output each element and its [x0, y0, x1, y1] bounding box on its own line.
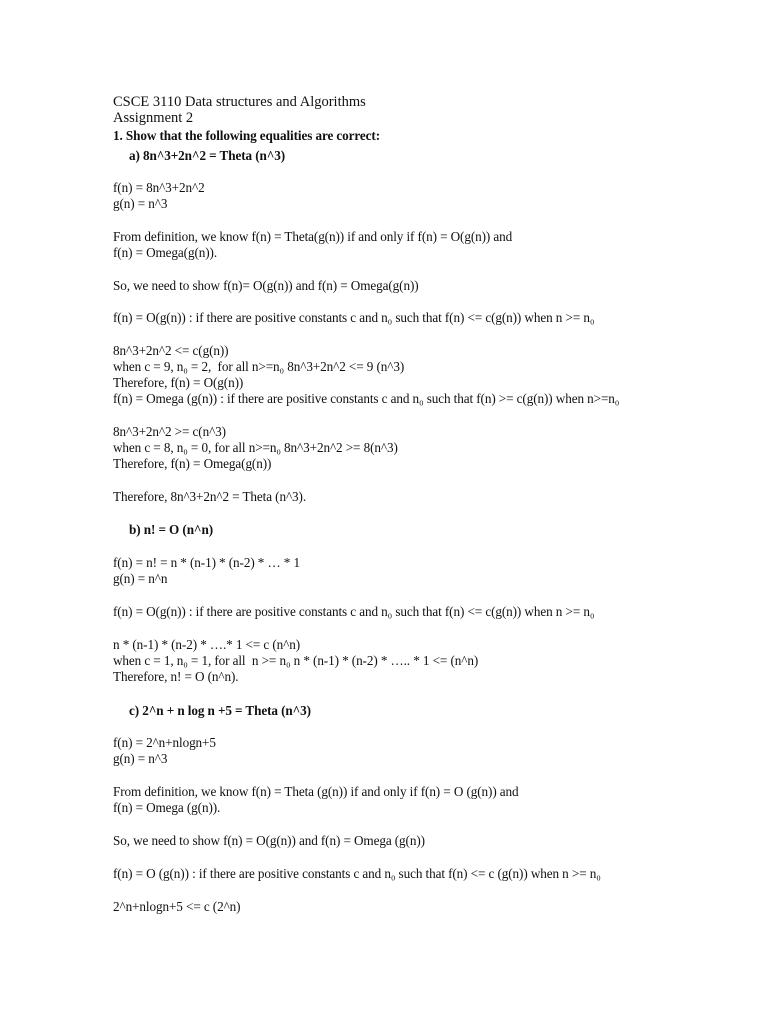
part-c-gn: g(n) = n^3 — [113, 751, 168, 766]
part-c-need-to-show: So, we need to show f(n) = O(g(n)) and f(n) = Omega (g(n)) — [113, 833, 425, 848]
part-b-step2: when c = 1, n₀ = 1, for all n >= n₀ n * (n-1) * (n-2) * ….. * 1 <= (n^n) — [113, 653, 479, 668]
part-c-step1: 2^n+nlogn+5 <= c (2^n) — [113, 899, 241, 914]
part-c-fn: f(n) = 2^n+nlogn+5 — [113, 735, 216, 750]
part-a-omega-step3: Therefore, f(n) = Omega(g(n)) — [113, 456, 272, 471]
part-a-omega-step1: 8n^3+2n^2 >= c(n^3) — [113, 424, 226, 439]
part-a-big-o-definition: f(n) = O(g(n)) : if there are positive constants c and n₀ such that f(n) <= c(g(n)) when n >= n₀ — [113, 310, 595, 325]
part-a-gn: g(n) = n^3 — [113, 196, 168, 211]
part-b-gn: g(n) = n^n — [113, 571, 168, 586]
part-a-fn: f(n) = 8n^3+2n^2 — [113, 180, 205, 195]
part-a-conclusion: Therefore, 8n^3+2n^2 = Theta (n^3). — [113, 489, 307, 504]
part-a-omega-step2: when c = 8, n₀ = 0, for all n>=n₀ 8n^3+2n^2 >= 8(n^3) — [113, 440, 398, 455]
part-c-definition-line1: From definition, we know f(n) = Theta (g(n)) if and only if f(n) = O (g(n)) and — [113, 784, 519, 799]
part-a-o-step3: Therefore, f(n) = O(g(n)) — [113, 375, 244, 390]
part-b-heading: b) n! = O (n^n) — [129, 522, 214, 537]
part-a-o-step2: when c = 9, n₀ = 2, for all n>=n₀ 8n^3+2n^2 <= 9 (n^3) — [113, 359, 405, 374]
part-a-heading: a) 8n^3+2n^2 = Theta (n^3) — [129, 148, 286, 163]
part-c-definition-line2: f(n) = Omega (g(n)). — [113, 800, 221, 815]
assignment-title: Assignment 2 — [113, 110, 194, 126]
part-a-omega-definition: f(n) = Omega (g(n)) : if there are positive constants c and n₀ such that f(n) >= c(g(n)) when n>=n₀ — [113, 391, 620, 406]
part-a-need-to-show: So, we need to show f(n)= O(g(n)) and f(n) = Omega(g(n)) — [113, 278, 419, 293]
question-heading: 1. Show that the following equalities are correct: — [113, 128, 381, 143]
part-b-fn: f(n) = n! = n * (n-1) * (n-2) * … * 1 — [113, 555, 300, 570]
part-c-big-o-definition: f(n) = O (g(n)) : if there are positive constants c and n₀ such that f(n) <= c (g(n)) when n >= n₀ — [113, 866, 601, 881]
part-b-big-o-definition: f(n) = O(g(n)) : if there are positive constants c and n₀ such that f(n) <= c(g(n)) when n >= n₀ — [113, 604, 595, 619]
part-c-heading: c) 2^n + n log n +5 = Theta (n^3) — [129, 703, 311, 718]
part-a-definition-line1: From definition, we know f(n) = Theta(g(n)) if and only if f(n) = O(g(n)) and — [113, 229, 513, 244]
part-a-o-step1: 8n^3+2n^2 <= c(g(n)) — [113, 343, 229, 358]
part-a-definition-line2: f(n) = Omega(g(n)). — [113, 245, 218, 260]
course-title: CSCE 3110 Data structures and Algorithms — [113, 94, 366, 110]
part-b-step1: n * (n-1) * (n-2) * ….* 1 <= c (n^n) — [113, 637, 301, 652]
part-b-step3: Therefore, n! = O (n^n). — [113, 669, 239, 684]
